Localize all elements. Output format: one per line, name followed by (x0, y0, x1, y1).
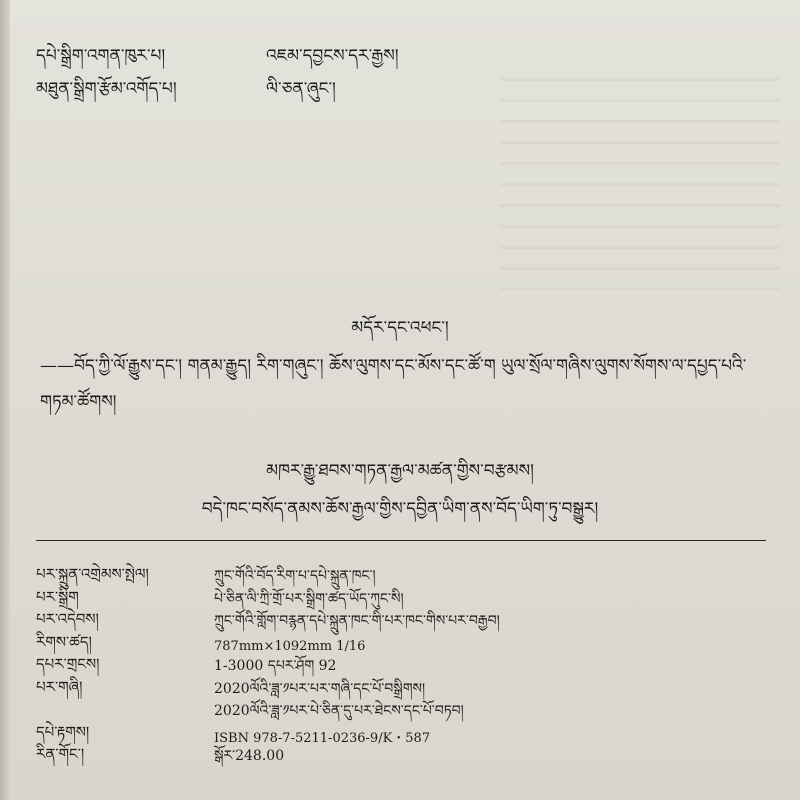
credit-row (36, 40, 399, 73)
meta-label: པར་སྐྲུན་འགྲེམས་སྤེལ། (36, 565, 149, 584)
credits-block (36, 40, 399, 106)
meta-value: ཀྲུང་གོའི་གློག་བརྙན་དཔེ་སྐྲུན་ཁང་གི་པར་ཁང་གིས་པར་བརྒྱབ། (214, 613, 500, 630)
meta-label: དཔར་གྲངས། (36, 655, 100, 674)
meta-label: རིགས་ཚད། (36, 632, 92, 651)
divider-rule (36, 540, 766, 541)
summary-block (40, 310, 760, 420)
meta-label: པར་འདེབས། (36, 610, 99, 629)
author-line: མཁར་རྒྱུ་ཐབས་གཏན་རྒྱལ་མཚན་གྱིས་བརྩམས། (266, 461, 534, 481)
summary-text: ——བོད་ཀྱི་ལོ་རྒྱུས་དང་། གནམ་རྒྱུད། རིག་གཞུང་། ཆོས་ལུགས་དང་མོས་དང་ཚོ་ག ཡུལ་སྲོལ་གཞིས་ལུགས་སོགས་ལ་དཔྱད་པའི་གཏམ་ཚོགས། (40, 356, 747, 412)
meta-label: པར་གཞི། (36, 677, 83, 696)
meta-label: པར་སྒྲིག (36, 587, 79, 606)
page-gutter-edge (0, 0, 10, 800)
meta-value: 1-3000 དཔར་ཤོག 92 (214, 658, 337, 675)
credit-role: མཐུན་སྒྲིག་རྩོམ་འགོད་པ། (36, 79, 177, 99)
credit-row (36, 73, 399, 106)
meta-value: 787mm×1092mm 1/16 (214, 639, 366, 655)
price-value: སྒོར་248.00 (214, 748, 285, 765)
meta-label: དཔེ་རྟགས། (36, 722, 90, 741)
author-translator-block (40, 452, 760, 528)
credit-role: དཔེ་སྒྲིག་འགན་ཁུར་པ། (36, 46, 166, 66)
meta-row (36, 745, 500, 771)
meta-value: ཀྲུང་གོའི་བོད་རིག་པ་དཔེ་སྐྲུན་ཁང་། (214, 568, 376, 585)
isbn-value: ISBN 978-7-5211-0236-9/K・587 (214, 731, 431, 747)
meta-label: རིན་གོང་། (36, 745, 85, 764)
meta-value: པེ་ཅིན་ལི་ཀྲི་གྲོ་པར་སྒྲིག་ཚད་ཡོད་ཀུང་སི། (214, 590, 404, 607)
translator-line: བདེ་ཁང་བསོད་ནམས་ཆོས་རྒྱལ་གྱིས་དབྱིན་ཡིག་ནས་བོད་ཡིག་ཏུ་བསྒྱུར། (201, 499, 599, 519)
meta-value: 2020ལོའི་ཟླ་༡པར་པེ་ཅིན་དུ་པར་ཐེངས་དང་པོ་བཏབ། (214, 703, 464, 720)
show-through-decoration (500, 60, 780, 290)
credit-name: ལི་ཅན་ཞུང་། (266, 79, 336, 99)
credit-name: འཇམ་དབྱངས་དར་རྒྱས། (266, 46, 399, 66)
publication-metadata (36, 565, 500, 771)
summary-title: མདོར་དང་འཕང་། (351, 318, 449, 338)
meta-value: 2020ལོའི་ཟླ་༡པར་པར་གཞི་དང་པོ་བསྒྲིགས། (214, 680, 426, 697)
